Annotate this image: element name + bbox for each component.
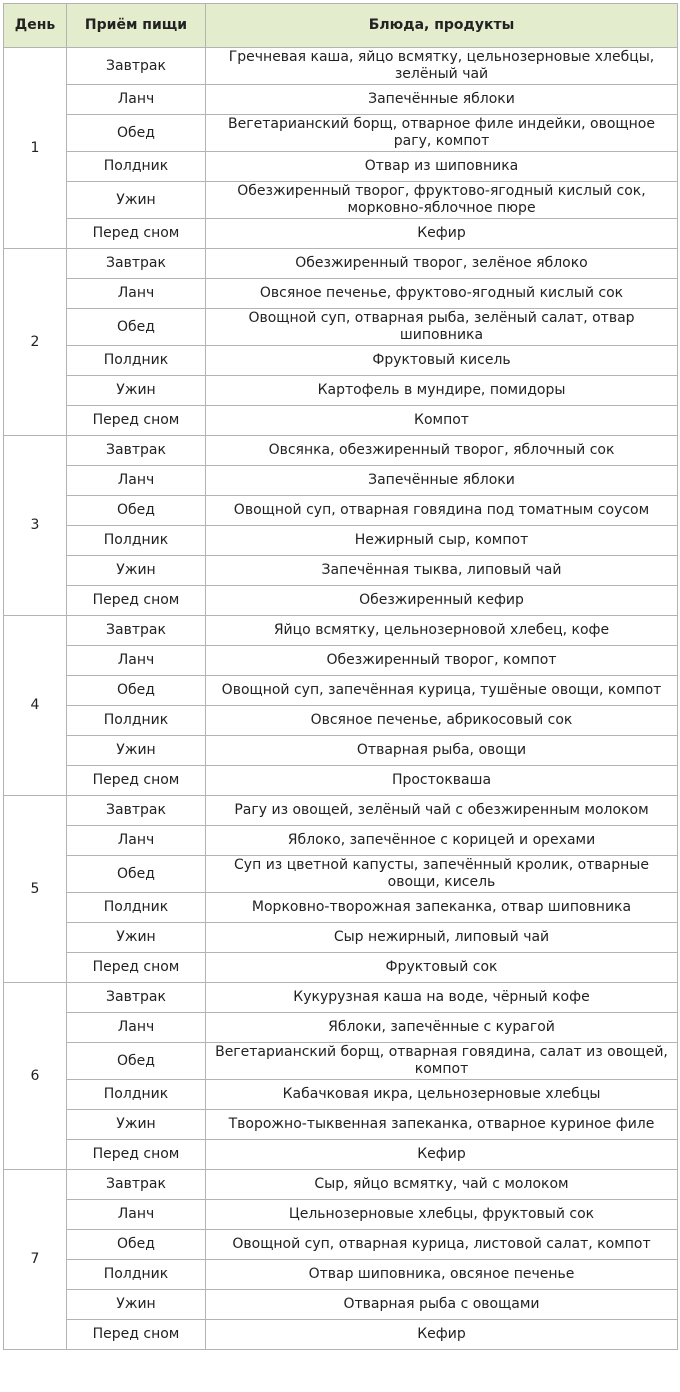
meal-name-cell: Ланч bbox=[67, 279, 206, 309]
table-row bbox=[4, 85, 678, 115]
table-row bbox=[4, 923, 678, 953]
table-row bbox=[4, 152, 678, 182]
meal-name-cell: Ланч bbox=[67, 826, 206, 856]
table-row bbox=[4, 466, 678, 496]
table-row bbox=[4, 496, 678, 526]
meal-name-cell: Завтрак bbox=[67, 436, 206, 466]
table-row bbox=[4, 1260, 678, 1290]
table-row bbox=[4, 249, 678, 279]
food-items-cell: Рагу из овощей, зелёный чай с обезжиренным молоком bbox=[206, 796, 678, 826]
table-row bbox=[4, 219, 678, 249]
meal-name-cell: Обед bbox=[67, 856, 206, 893]
table-body bbox=[4, 48, 678, 1350]
food-items-cell: Обезжиренный творог, компот bbox=[206, 646, 678, 676]
meal-name-cell: Перед сном bbox=[67, 406, 206, 436]
table-row bbox=[4, 376, 678, 406]
food-items-cell: Простокваша bbox=[206, 766, 678, 796]
table-row bbox=[4, 616, 678, 646]
meal-name-cell: Ланч bbox=[67, 1200, 206, 1230]
table-row bbox=[4, 309, 678, 346]
meal-name-cell: Ужин bbox=[67, 1110, 206, 1140]
meal-name-cell: Обед bbox=[67, 676, 206, 706]
food-items-cell: Яйцо всмятку, цельнозерновой хлебец, кофе bbox=[206, 616, 678, 646]
meal-name-cell: Перед сном bbox=[67, 1320, 206, 1350]
meal-name-cell: Полдник bbox=[67, 1080, 206, 1110]
day-number-cell: 2 bbox=[4, 249, 67, 436]
food-items-cell: Отвар из шиповника bbox=[206, 152, 678, 182]
table-row bbox=[4, 706, 678, 736]
day-number-cell: 1 bbox=[4, 48, 67, 249]
food-items-cell: Творожно-тыквенная запеканка, отварное куриное филе bbox=[206, 1110, 678, 1140]
food-items-cell: Овсяное печенье, абрикосовый сок bbox=[206, 706, 678, 736]
meal-name-cell: Перед сном bbox=[67, 953, 206, 983]
table-row bbox=[4, 856, 678, 893]
food-items-cell: Обезжиренный кефир bbox=[206, 586, 678, 616]
table-row bbox=[4, 182, 678, 219]
day-number-cell: 4 bbox=[4, 616, 67, 796]
meal-name-cell: Обед bbox=[67, 309, 206, 346]
meal-name-cell: Завтрак bbox=[67, 48, 206, 85]
meal-name-cell: Ланч bbox=[67, 646, 206, 676]
food-items-cell: Вегетарианский борщ, отварная говядина, салат из овощей, компот bbox=[206, 1043, 678, 1080]
food-items-cell: Овощной суп, отварная курица, листовой салат, компот bbox=[206, 1230, 678, 1260]
meal-name-cell: Перед сном bbox=[67, 766, 206, 796]
table-row bbox=[4, 406, 678, 436]
food-items-cell: Отварная рыба с овощами bbox=[206, 1290, 678, 1320]
table-row bbox=[4, 48, 678, 85]
meal-name-cell: Ужин bbox=[67, 376, 206, 406]
food-items-cell: Кукурузная каша на воде, чёрный кофе bbox=[206, 983, 678, 1013]
table-row bbox=[4, 1110, 678, 1140]
meal-name-cell: Ужин bbox=[67, 556, 206, 586]
meal-name-cell: Перед сном bbox=[67, 219, 206, 249]
day-number-cell: 7 bbox=[4, 1170, 67, 1350]
meal-name-cell: Завтрак bbox=[67, 983, 206, 1013]
meal-name-cell: Обед bbox=[67, 1230, 206, 1260]
meal-name-cell: Полдник bbox=[67, 526, 206, 556]
table-row bbox=[4, 646, 678, 676]
header-day: День bbox=[4, 4, 67, 48]
table-row bbox=[4, 1013, 678, 1043]
meal-name-cell: Полдник bbox=[67, 346, 206, 376]
meal-name-cell: Перед сном bbox=[67, 586, 206, 616]
meal-name-cell: Ланч bbox=[67, 466, 206, 496]
meal-name-cell: Обед bbox=[67, 115, 206, 152]
meal-name-cell: Завтрак bbox=[67, 616, 206, 646]
table-row bbox=[4, 826, 678, 856]
table-row bbox=[4, 436, 678, 466]
meal-name-cell: Завтрак bbox=[67, 1170, 206, 1200]
table-row bbox=[4, 1290, 678, 1320]
meal-name-cell: Ужин bbox=[67, 182, 206, 219]
meal-name-cell: Завтрак bbox=[67, 249, 206, 279]
food-items-cell: Суп из цветной капусты, запечённый кролик, отварные овощи, кисель bbox=[206, 856, 678, 893]
meal-name-cell: Полдник bbox=[67, 893, 206, 923]
day-number-cell: 6 bbox=[4, 983, 67, 1170]
day-number-cell: 5 bbox=[4, 796, 67, 983]
food-items-cell: Сыр, яйцо всмятку, чай с молоком bbox=[206, 1170, 678, 1200]
table-row bbox=[4, 346, 678, 376]
table-row bbox=[4, 1043, 678, 1080]
table-row bbox=[4, 1140, 678, 1170]
food-items-cell: Овощной суп, отварная рыба, зелёный салат, отвар шиповника bbox=[206, 309, 678, 346]
food-items-cell: Цельнозерновые хлебцы, фруктовый сок bbox=[206, 1200, 678, 1230]
food-items-cell: Овощной суп, запечённая курица, тушёные овощи, компот bbox=[206, 676, 678, 706]
food-items-cell: Кефир bbox=[206, 219, 678, 249]
table-row bbox=[4, 893, 678, 923]
meal-name-cell: Завтрак bbox=[67, 796, 206, 826]
food-items-cell: Кефир bbox=[206, 1140, 678, 1170]
table-row bbox=[4, 766, 678, 796]
food-items-cell: Отвар шиповника, овсяное печенье bbox=[206, 1260, 678, 1290]
meal-name-cell: Полдник bbox=[67, 152, 206, 182]
food-items-cell: Кефир bbox=[206, 1320, 678, 1350]
header-meal: Приём пищи bbox=[67, 4, 206, 48]
food-items-cell: Запечённые яблоки bbox=[206, 85, 678, 115]
food-items-cell: Запечённая тыква, липовый чай bbox=[206, 556, 678, 586]
table-row bbox=[4, 1080, 678, 1110]
meal-name-cell: Ланч bbox=[67, 1013, 206, 1043]
table-row bbox=[4, 953, 678, 983]
food-items-cell: Овсянка, обезжиренный творог, яблочный сок bbox=[206, 436, 678, 466]
table-row bbox=[4, 526, 678, 556]
food-items-cell: Сыр нежирный, липовый чай bbox=[206, 923, 678, 953]
food-items-cell: Компот bbox=[206, 406, 678, 436]
table-row bbox=[4, 586, 678, 616]
meal-plan-table bbox=[3, 3, 678, 1350]
meal-name-cell: Перед сном bbox=[67, 1140, 206, 1170]
food-items-cell: Яблоко, запечённое с корицей и орехами bbox=[206, 826, 678, 856]
food-items-cell: Овощной суп, отварная говядина под томатным соусом bbox=[206, 496, 678, 526]
table-row bbox=[4, 1320, 678, 1350]
food-items-cell: Яблоки, запечённые с курагой bbox=[206, 1013, 678, 1043]
meal-name-cell: Ужин bbox=[67, 1290, 206, 1320]
table-row bbox=[4, 796, 678, 826]
table-row bbox=[4, 676, 678, 706]
food-items-cell: Запечённые яблоки bbox=[206, 466, 678, 496]
food-items-cell: Фруктовый сок bbox=[206, 953, 678, 983]
meal-name-cell: Ужин bbox=[67, 923, 206, 953]
table-row bbox=[4, 1200, 678, 1230]
header-food: Блюда, продукты bbox=[206, 4, 678, 48]
meal-name-cell: Обед bbox=[67, 496, 206, 526]
meal-name-cell: Ужин bbox=[67, 736, 206, 766]
food-items-cell: Овсяное печенье, фруктово-ягодный кислый сок bbox=[206, 279, 678, 309]
meal-name-cell: Обед bbox=[67, 1043, 206, 1080]
food-items-cell: Обезжиренный творог, зелёное яблоко bbox=[206, 249, 678, 279]
table-row bbox=[4, 115, 678, 152]
food-items-cell: Фруктовый кисель bbox=[206, 346, 678, 376]
food-items-cell: Вегетарианский борщ, отварное филе индейки, овощное рагу, компот bbox=[206, 115, 678, 152]
food-items-cell: Обезжиренный творог, фруктово-ягодный кислый сок, морковно-яблочное пюре bbox=[206, 182, 678, 219]
meal-name-cell: Ланч bbox=[67, 85, 206, 115]
day-number-cell: 3 bbox=[4, 436, 67, 616]
food-items-cell: Гречневая каша, яйцо всмятку, цельнозерновые хлебцы, зелёный чай bbox=[206, 48, 678, 85]
meal-name-cell: Полдник bbox=[67, 1260, 206, 1290]
food-items-cell: Отварная рыба, овощи bbox=[206, 736, 678, 766]
table-row bbox=[4, 1170, 678, 1200]
food-items-cell: Нежирный сыр, компот bbox=[206, 526, 678, 556]
meal-name-cell: Полдник bbox=[67, 706, 206, 736]
table-row bbox=[4, 1230, 678, 1260]
food-items-cell: Картофель в мундире, помидоры bbox=[206, 376, 678, 406]
food-items-cell: Морковно-творожная запеканка, отвар шиповника bbox=[206, 893, 678, 923]
table-row bbox=[4, 736, 678, 766]
table-row bbox=[4, 556, 678, 586]
table-row bbox=[4, 983, 678, 1013]
header-row bbox=[4, 4, 678, 48]
food-items-cell: Кабачковая икра, цельнозерновые хлебцы bbox=[206, 1080, 678, 1110]
table-row bbox=[4, 279, 678, 309]
